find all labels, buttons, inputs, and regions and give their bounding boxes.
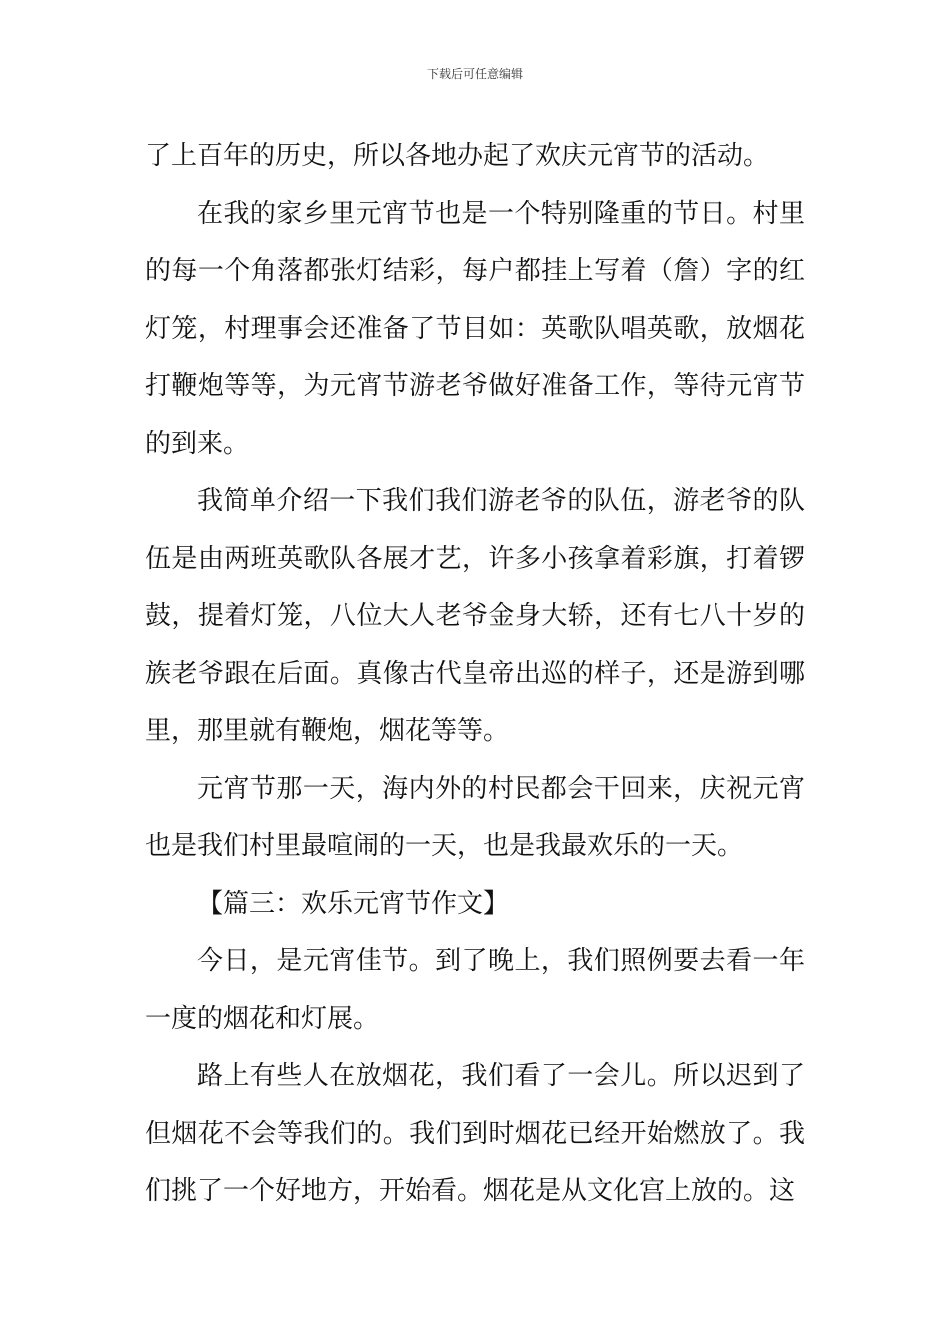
document-body	[145, 128, 805, 1221]
page-header: 下载后可任意编辑	[426, 67, 523, 81]
section-heading: 【篇三：欢乐元宵节作文】	[197, 888, 510, 919]
paragraph-5: 今日，是元宵佳节。到了晚上，我们照例要去看一年一度的烟花和灯展。	[145, 946, 805, 1034]
paragraph-6: 路上有些人在放烟花，我们看了一会儿。所以迟到了但烟花不会等我们的。我们到时烟花已经开始燃放了。我们挑了一个好地方，开始看。烟花是从文化宫上放的。这	[145, 1061, 805, 1206]
paragraph-2: 在我的家乡里元宵节也是一个特别隆重的节日。村里的每一个角落都张灯结彩，每户都挂上写着（詹）字的红灯笼，村理事会还准备了节目如：英歌队唱英歌，放烟花打鞭炮等等，为元宵节游老爷做好准备工作，等待元宵节的到来。	[145, 198, 805, 459]
paragraph-1: 了上百年的历史，所以各地办起了欢庆元宵节的活动。	[145, 141, 770, 171]
paragraph-4: 元宵节那一天，海内外的村民都会干回来，庆祝元宵也是我们村里最喧闹的一天，也是我最欢乐的一天。	[145, 773, 805, 861]
paragraph-3: 我简单介绍一下我们我们游老爷的队伍，游老爷的队伍是由两班英歌队各展才艺，许多小孩拿着彩旗，打着锣鼓，提着灯笼，八位大人老爷金身大轿，还有七八十岁的族老爷跟在后面。真像古代皇帝出巡的样子，还是游到哪里，那里就有鞭炮，烟花等等。	[145, 486, 805, 746]
